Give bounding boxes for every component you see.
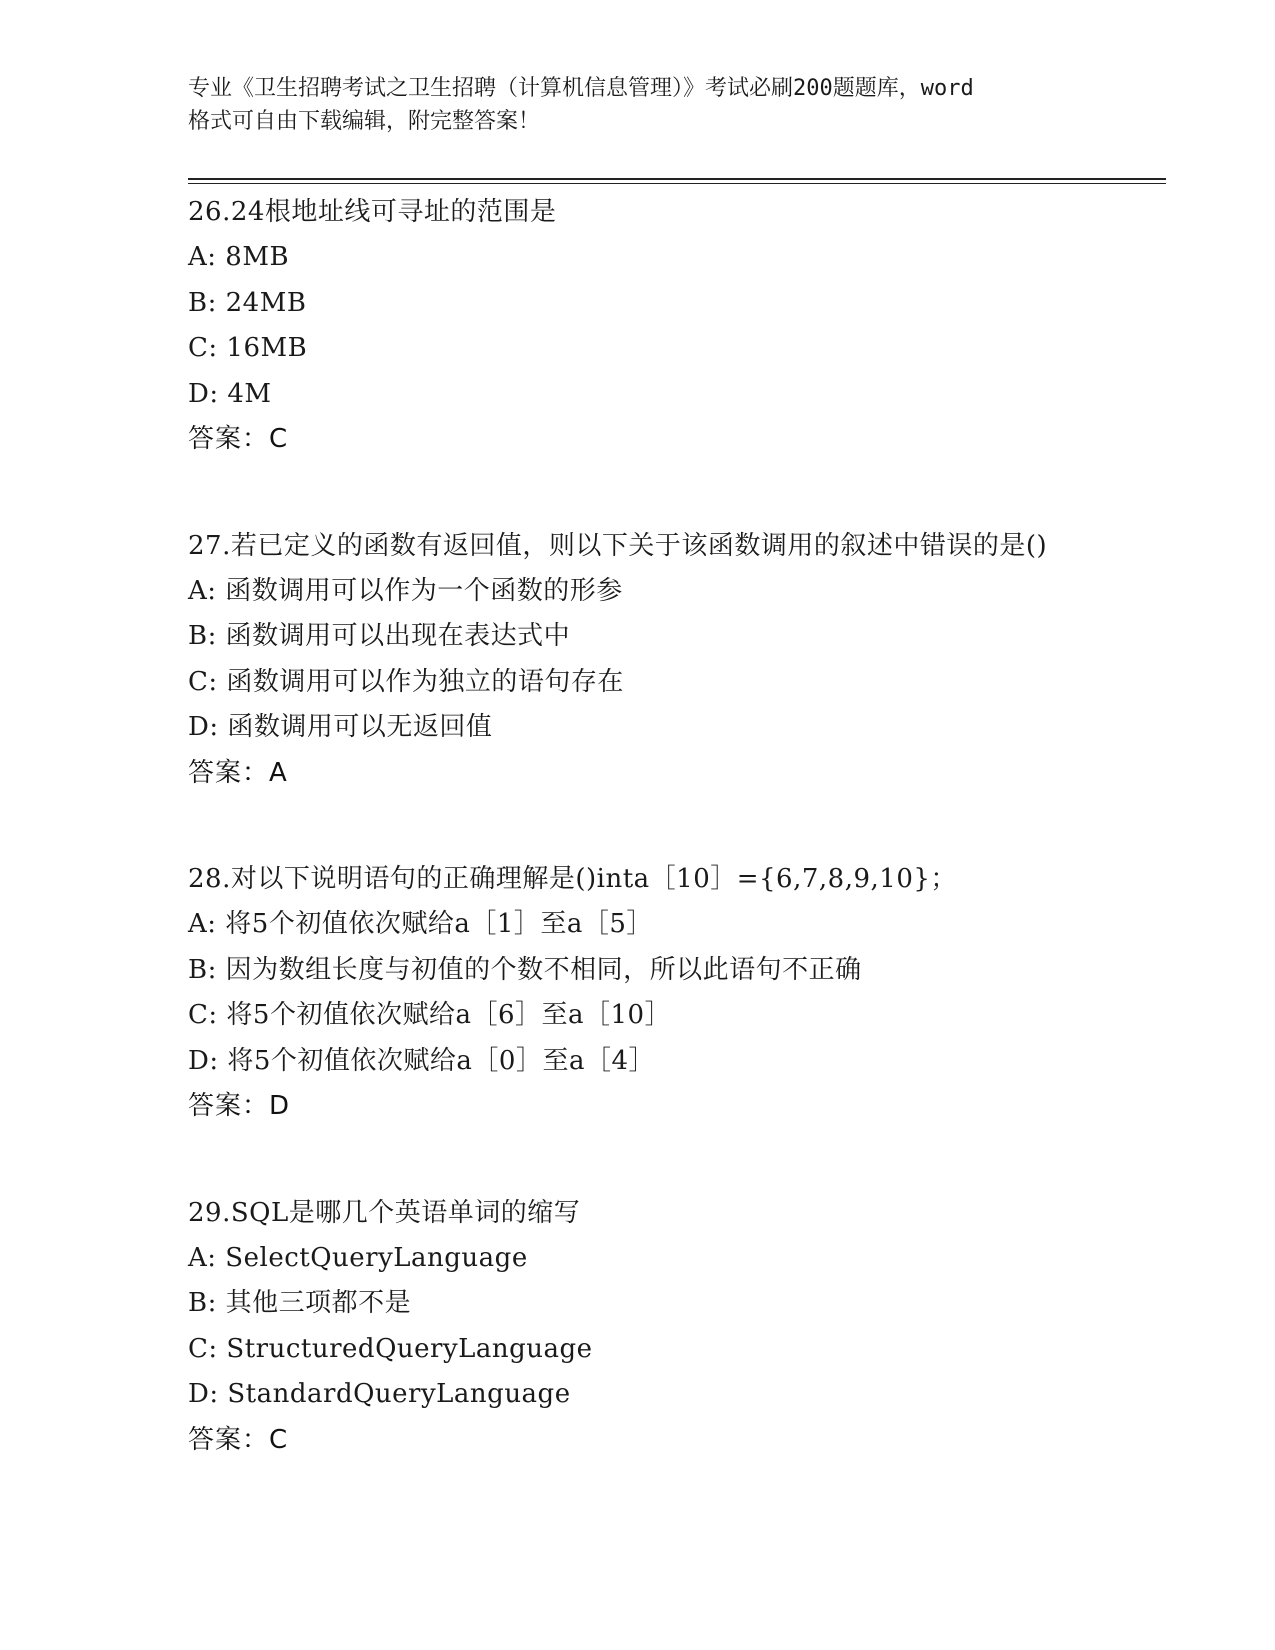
document-header: 专业《卫生招聘考试之卫生招聘（计算机信息管理）》考试必刷200题题库，word 格式可自由下载编辑，附完整答案！ <box>188 76 974 134</box>
question-stem: 29.SQL是哪几个英语单词的缩写 <box>188 1197 581 1228</box>
question-list <box>188 190 1088 1524</box>
option-b: B: 24MB <box>188 287 307 318</box>
option-a: A: 8MB <box>188 242 290 272</box>
question-block <box>188 1191 1088 1464</box>
answer-line: 答案：C <box>188 424 289 454</box>
option-a: A: SelectQueryLanguage <box>188 1242 528 1273</box>
question-block <box>188 524 1088 797</box>
option-d: D: 4M <box>188 378 272 409</box>
option-b: B: 因为数组长度与初值的个数不相同，所以此语句不正确 <box>188 954 862 985</box>
option-b: B: 函数调用可以出现在表达式中 <box>188 621 571 651</box>
header-divider-thin <box>188 183 1166 184</box>
option-c: C: 16MB <box>188 333 308 363</box>
option-c: C: 函数调用可以作为独立的语句存在 <box>188 666 624 697</box>
option-c: C: StructuredQueryLanguage <box>188 1333 593 1364</box>
question-stem: 26.24根地址线可寻址的范围是 <box>188 197 557 227</box>
option-d: D: StandardQueryLanguage <box>188 1379 571 1409</box>
option-d: D: 函数调用可以无返回值 <box>188 712 493 742</box>
question-block <box>188 190 1088 463</box>
option-b: B: 其他三项都不是 <box>188 1288 412 1318</box>
question-stem: 28.对以下说明语句的正确理解是()inta［10］={6,7,8,9,10}； <box>188 864 957 894</box>
answer-line: 答案：A <box>188 757 288 788</box>
question-block <box>188 857 1088 1130</box>
option-a: A: 函数调用可以作为一个函数的形参 <box>188 575 623 606</box>
option-a: A: 将5个初值依次赋给a［1］至a［5］ <box>188 909 653 939</box>
question-stem: 27.若已定义的函数有返回值，则以下关于该函数调用的叙述中错误的是() <box>188 530 1048 561</box>
answer-line: 答案：D <box>188 1091 291 1121</box>
header-divider-thick <box>188 178 1166 180</box>
option-d: D: 将5个初值依次赋给a［0］至a［4］ <box>188 1045 655 1076</box>
option-c: C: 将5个初值依次赋给a［6］至a［10］ <box>188 1000 672 1030</box>
answer-line: 答案：C <box>188 1424 289 1455</box>
